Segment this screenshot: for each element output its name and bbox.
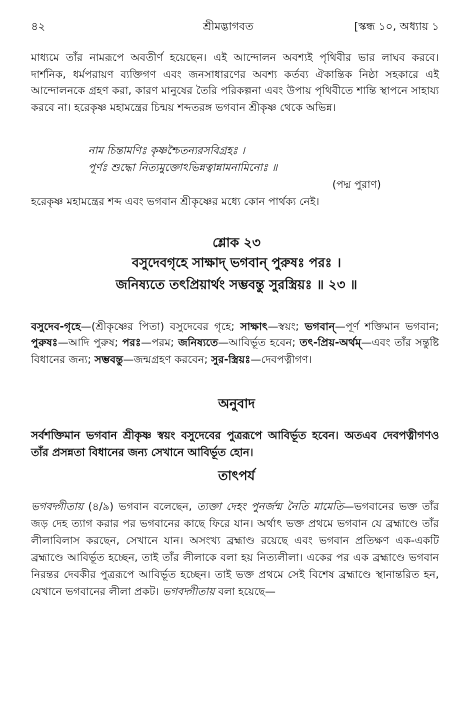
- wfw-meaning: —জন্মগ্রহণ করবেন;: [123, 353, 212, 366]
- purport-text: (৪/৯) ভগবান বলেছেন,: [83, 500, 197, 513]
- quote-line-1: নাম চিন্তামণিঃ কৃষ্ণশ্চৈতন্যরসবিগ্রহঃ ।: [88, 145, 245, 157]
- wfw-meaning: —পরম;: [140, 337, 179, 350]
- wfw-term: বসুদেব-গৃহে: [31, 320, 81, 333]
- wfw-meaning: —আবির্ভূত হবেন;: [218, 337, 300, 350]
- wfw-meaning: —দেবপত্নীগণ।: [250, 353, 313, 366]
- book-title: শ্রীমদ্ভাগবত: [203, 20, 254, 33]
- wfw-term: ভগবান্: [304, 320, 335, 333]
- wfw-meaning: —(শ্রীকৃষ্ণের পিতা) বসুদেবের গৃহে;: [80, 320, 241, 333]
- wfw-meaning: —আদি পুরুষ;: [57, 337, 123, 350]
- quote-line-2: পূর্ণঃ শুদ্ধো নিত্যমুক্তোঽভিন্নত্বান্নামনামিনোঃ ॥: [88, 162, 278, 174]
- page-number: ৪২: [31, 20, 46, 33]
- sloka-line-1: বসুদেবগৃহে সাক্ষাদ্ ভগবান্ পুরুষঃ পরঃ ।: [131, 256, 342, 271]
- purport-text: বলা হয়েছে—: [214, 586, 276, 599]
- wfw-meaning: —স্বয়ং;: [267, 320, 305, 333]
- after-quote-paragraph: হরেকৃষ্ণ মহামন্ত্রের শব্দ এবং ভগবান শ্রীকৃষ্ণের মধ্যে কোন পার্থক্য নেই।: [31, 196, 320, 208]
- quote-source: (পদ্ম পুরাণ): [332, 179, 381, 191]
- translation-heading: অনুবাদ: [218, 397, 255, 412]
- purport-paragraph: [31, 499, 439, 602]
- wfw-meaning: —এবং তাঁর সন্তুষ্টি বিধানের জন্য;: [31, 337, 439, 366]
- running-header: [31, 18, 439, 34]
- chapter-reference: [স্কন্ধ ১০, অধ্যায় ১: [354, 20, 439, 33]
- purport-quote: ত্যক্তা দেহং পুনর্জন্ম নৈতি মামেতি: [196, 500, 344, 513]
- wfw-term: জনিষ্যতে: [178, 337, 219, 350]
- word-for-word-section: [31, 319, 439, 369]
- purport-book-ref: ভগবদ্গীতায়: [31, 500, 84, 513]
- wfw-term: সুর-স্ত্রিয়ঃ: [211, 353, 251, 366]
- wfw-term: পরঃ: [122, 337, 141, 350]
- sloka-heading: শ্লোক ২৩: [212, 236, 261, 251]
- purport-book-ref: ভগবদ্গীতায়: [162, 586, 215, 599]
- intro-paragraph: মাধ্যমে তাঁর নামরূপে অবতীর্ণ হয়েছেন। এই আন্দোলন অবশ্যই পৃথিবীর ভার লাঘব করবে। দার্শনিক, ধর্মপরায়ণ ব্যক্তিগণ এবং জনসাধারণের অবশ্য কর্তব্য ঐকান্তিক নিষ্ঠা সহকারে এই আন্দোলনকে গ্রহণ করা, কারণ মানুষের তৈরি পরিকল্পনা এবং উপায় পৃথিবীতে শান্তি স্থাপনে সাহায্য করবে না। হরেকৃষ্ণ মহামন্ত্রের চিন্ময় শব্দতরঙ্গ ভগবান শ্রীকৃষ্ণ থেকে অভিন্ন।: [31, 52, 439, 114]
- purport-heading: তাৎপর্য: [218, 469, 255, 484]
- wfw-meaning: —পূর্ণ শক্তিমান ভগবান;: [334, 320, 439, 333]
- purport-text: —ভগবানের ভক্ত তাঁর জড় দেহ ত্যাগ করার পর ভগবানের কাছে ফিরে যান। অর্থাৎ ভক্ত প্রথমে ভগবান যে ব্রহ্মাণ্ডে তাঁর লীলাবিলাস করছেন, সেখানে যান। অসংখ্য ব্রহ্মাণ্ড রয়েছে এবং ভগবান প্রতিক্ষণ এক-একটি ব্রহ্মাণ্ডে আবির্ভূত হচ্ছেন, তাই তাঁর লীলাকে বলা হয় নিত্যলীলা। একের পর এক ব্রহ্মাণ্ডে ভগবান নিরন্তর দেবকীর পুত্ররূপে আবির্ভূত হচ্ছেন। তাই ভক্ত প্রথমে সেই বিশেষ ব্রহ্মাণ্ডে স্থানান্তরিত হন, যেখানে ভগবানের লীলা প্রকট।: [31, 500, 439, 599]
- wfw-term: সাক্ষাৎ: [240, 320, 268, 333]
- wfw-term: তৎ-প্রিয়-অর্থম্: [299, 337, 362, 350]
- wfw-term: পুরুষঃ: [31, 337, 58, 350]
- wfw-term: সম্ভবন্তু: [94, 353, 124, 366]
- sloka-line-2: জনিষ্যতে তৎপ্রিয়ার্থং সম্ভবন্তু সুরস্ত্রিয়ঃ ॥ ২৩ ॥: [115, 278, 358, 293]
- translation-text: সর্বশক্তিমান ভগবান শ্রীকৃষ্ণ স্বয়ং বসুদেবের পুত্ররূপে আবির্ভূত হবেন। অতএব দেবপত্নীগণও তাঁর প্রসন্নতা বিধানের জন্য সেখানে আবির্ভূত হোন।: [31, 428, 439, 459]
